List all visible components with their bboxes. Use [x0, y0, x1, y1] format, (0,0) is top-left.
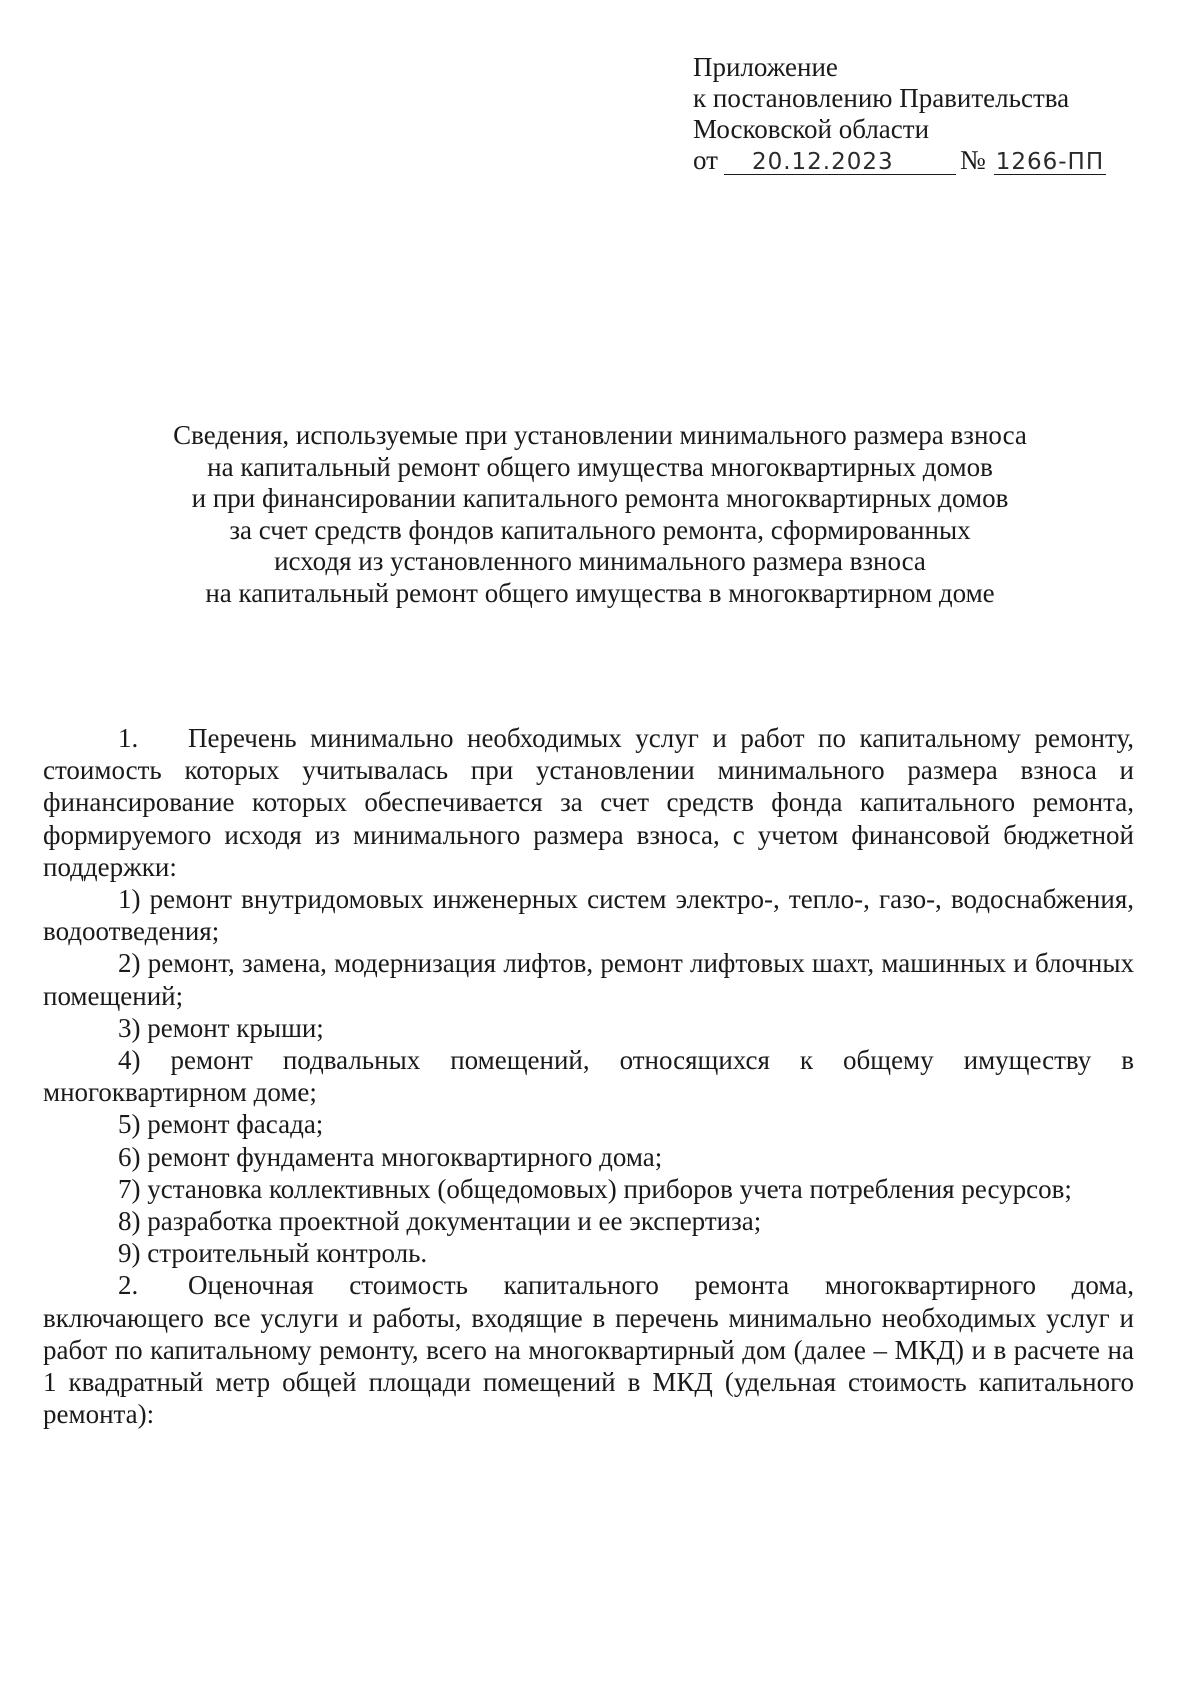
resolution-number: 1266-ПП	[995, 149, 1105, 175]
list-item: 9) строительный контроль.	[118, 1238, 428, 1269]
title-line: за счет средств фондов капитального ремонта, сформированных	[229, 514, 971, 545]
appendix-region: Московской области	[693, 114, 930, 144]
number-sign: №	[959, 145, 986, 175]
appendix-label: Приложение	[693, 52, 838, 82]
paragraph-text: Перечень минимально необходимых услуг и работ по капитальному ремонту, стоимость которых учитывалась при установлении минимального размера взноса и финансирование которых обеспечивается за счет средств фонда капитального ремонта, формируемого исходя из минимального размера взноса, с учетом финансовой бюджетной поддержки:	[43, 723, 1134, 882]
paragraph-number: 1.	[118, 723, 139, 753]
list-item: 5) ремонт фасада;	[118, 1109, 324, 1140]
title-line: и при финансировании капитального ремонта многоквартирных домов	[191, 483, 1009, 513]
appendix-date-number-line	[693, 145, 1163, 176]
list-item: 2) ремонт, замена, модернизация лифтов, ремонт лифтовых шахт, машинных и блочных помещений;	[43, 948, 1134, 1011]
title-line: Сведения, используемые при установлении минимального размера взноса	[173, 420, 1027, 450]
document-title	[100, 420, 1100, 609]
from-label: от	[693, 145, 718, 175]
resolution-date: 20.12.2023	[724, 150, 956, 175]
title-line: исходя из установленного минимального размера взноса	[274, 546, 926, 576]
appendix-header	[693, 52, 1163, 176]
list-item: 3) ремонт крыши;	[118, 1012, 324, 1043]
paragraph-2	[43, 1269, 1134, 1430]
list-item: 1) ремонт внутридомовых инженерных систем электро-, тепло-, газо-, водоснабжения, водоотведения;	[43, 884, 1134, 947]
title-line: на капитальный ремонт общего имущества многоквартирных домов	[207, 451, 993, 482]
list-item: 6) ремонт фундамента многоквартирного дома;	[118, 1141, 663, 1172]
title-line: на капитальный ремонт общего имущества в многоквартирном доме	[205, 577, 995, 608]
document-body	[43, 722, 1134, 1430]
list-item: 4) ремонт подвальных помещений, относящихся к общему имуществу в многоквартирном доме;	[43, 1045, 1134, 1108]
list-item: 7) установка коллективных (общедомовых) приборов учета потребления ресурсов;	[118, 1173, 1072, 1204]
paragraph-1	[43, 722, 1134, 883]
paragraph-number: 2.	[118, 1270, 139, 1301]
paragraph-text: Оценочная стоимость капитального ремонта многоквартирного дома, включающего все услуги и работы, входящие в перечень минимально необходимых услуг и работ по капитальному ремонту, всего на многоквартирный дом (далее – МКД) и в расчете на 1 квадратный метр общей площади помещений в МКД (удельная стоимость капитального ремонта):	[43, 1270, 1134, 1430]
list-item: 8) разработка проектной документации и ее экспертиза;	[118, 1206, 762, 1237]
appendix-resolution-ref: к постановлению Правительства	[693, 83, 1070, 113]
